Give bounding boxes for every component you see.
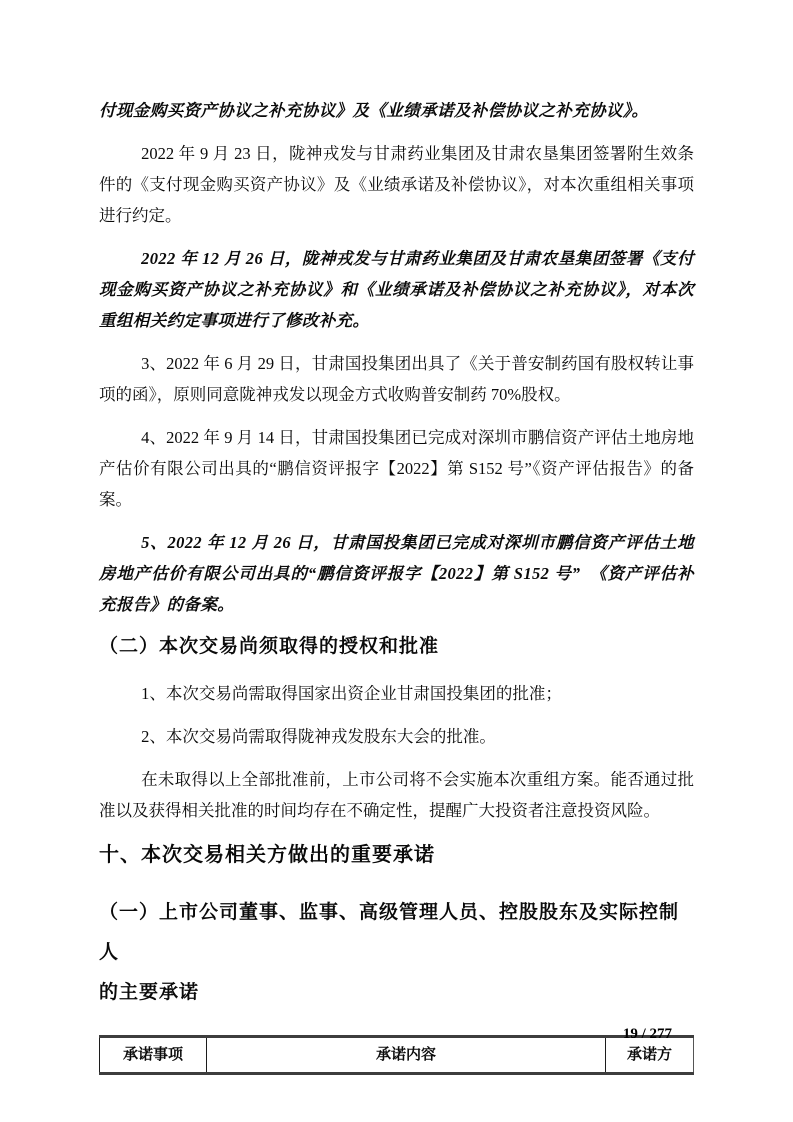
paragraph-approval-risk-note: 在未取得以上全部批准前，上市公司将不会实施本次重组方案。能否通过批准以及获得相关批准的时间均存在不确定性，提醒广大投资者注意投资风险。 [99,770,694,820]
page-number: 19 / 277 [622,1026,672,1042]
heading-section-10-1-main-commitments [99,893,694,1013]
paragraph-item-4-valuation-report-filing: 4、2022 年 9 月 14 日，甘肃国投集团已完成对深圳市鹏信资产评估土地房地产估价有限公司出具的“鹏信资评报字【2022】第 S152 号”《资产评估报告》的备案。 [99,428,694,509]
heading-section-10-important-commitments: 十、本次交易相关方做出的重要承诺 [99,844,435,866]
heading-section-10-1-line1: （一）上市公司董事、监事、高级管理人员、控股股东及实际控制人 [99,902,680,963]
commitments-table-header-row [100,1037,694,1074]
table-header-commitment-content: 承诺内容 [206,1037,605,1074]
paragraph-2022-09-23-agreements: 2022 年 9 月 23 日，陇神戎发与甘肃药业集团及甘肃农垦集团签署附生效条件的《支付现金购买资产协议》及《业绩承诺及补偿协议》，对本次重组相关事项进行约定。 [99,144,694,225]
paragraph-item-5-supplementary-valuation-filing: 5、2022 年 12 月 26 日，甘肃国投集团已完成对深圳市鹏信资产评估土地房地产估价有限公司出具的“鹏信资评报字【2022】第 S152 号” 《资产评估补充报告》的备案。 [99,533,694,614]
heading-section-10-1-line2: 的主要承诺 [99,982,200,1003]
paragraph-2022-12-26-supplement: 2022 年 12 月 26 日，陇神戎发与甘肃药业集团及甘肃农垦集团签署《支付现金购买资产协议之补充协议》和《业绩承诺及补偿协议之补充协议》，对本次重组相关约定事项进行了修改补充。 [99,249,694,330]
paragraph-item-3-equity-transfer-letter: 3、2022 年 6 月 29 日，甘肃国投集团出具了《关于普安制药国有股权转让事项的函》，原则同意陇神戎发以现金方式收购普安制药 70%股权。 [99,354,694,404]
commitments-table [99,1035,694,1075]
table-header-commitment-item: 承诺事项 [100,1037,207,1074]
table-header-commitment-party: 承诺方 [606,1037,694,1074]
paragraph-approval-item-2: 2、本次交易尚需取得陇神戎发股东大会的批准。 [141,727,496,746]
paragraph-continuation-supplement-agreements: 付现金购买资产协议之补充协议》及《业绩承诺及补偿协议之补充协议》。 [99,101,649,120]
paragraph-approval-item-1: 1、本次交易尚需取得国家出资企业甘肃国投集团的批准； [141,684,562,703]
heading-section-2-authorizations-approvals: （二）本次交易尚须取得的授权和批准 [99,636,440,657]
